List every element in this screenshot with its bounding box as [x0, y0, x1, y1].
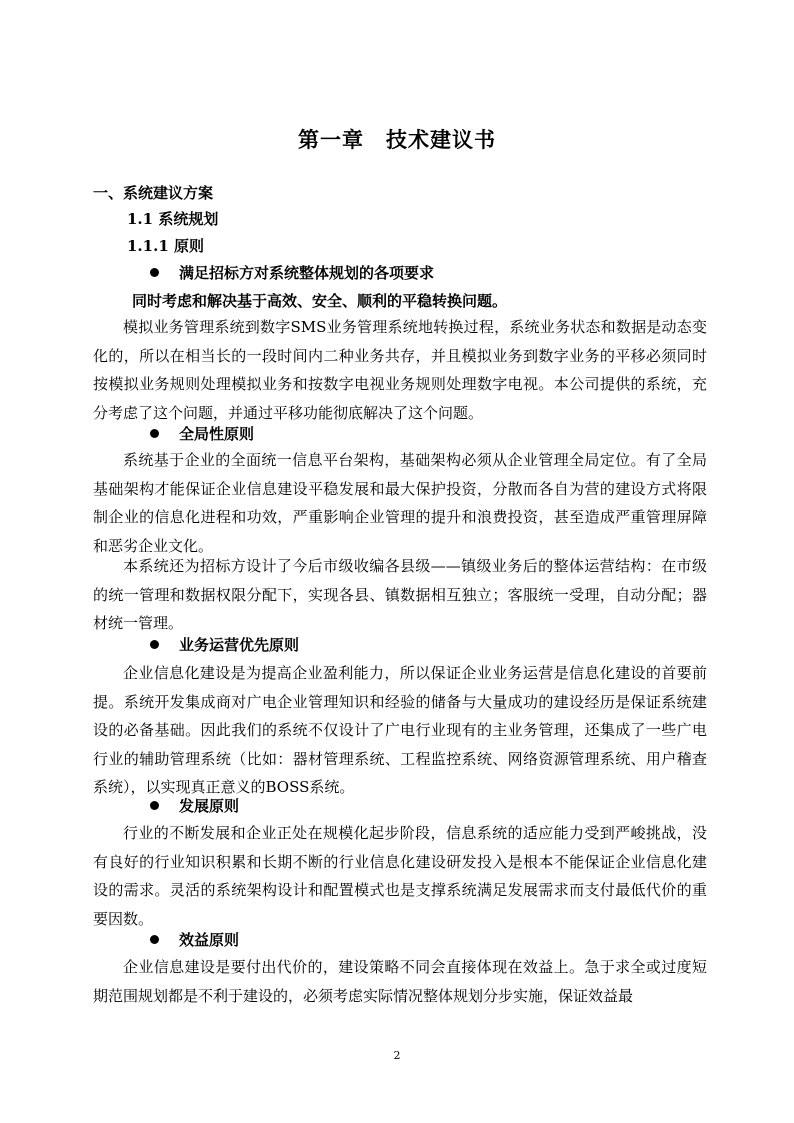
subsection-heading: 1.1 系统规划	[127, 210, 219, 228]
bullet-text: 效益原则	[179, 931, 240, 949]
bullet-dot-icon	[150, 429, 159, 438]
paragraph: 企业信息化建设是为提高企业盈利能力，所以保证企业业务运营是信息化建设的首要前提。系统开发集成商对广电企业管理知识和经验的储备与大量成功的建设经历是保证系统建设的必备基础。因此我们的系统不仅设计了广电行业现有的主业务管理，还集成了一些广电行业的辅助管理系统（比如：器材管理系统、工程监控系统、网络资源管理系统、用户稽查系统），以实现真正意义的BOSS系统。	[93, 664, 707, 796]
paragraph: 本系统还为招标方设计了今后市级收编各县级——镇级业务后的整体运营结构：在市级的统一管理和数据权限分配下，实现各县、镇数据相互独立；客服统一受理，自动分配；器材统一管理。	[93, 557, 707, 632]
bullet-item	[150, 262, 434, 283]
section-heading: 一、系统建议方案	[93, 184, 214, 202]
chapter-title: 第一章 技术建议书	[298, 127, 496, 152]
bullet-dot-icon	[150, 640, 159, 649]
paragraph: 企业信息建设是要付出代价的，建设策略不同会直接体现在效益上。急于求全或过度短期范围规划都是不利于建设的，必须考虑实际情况整体规划分步实施，保证效益最	[93, 958, 707, 1005]
subsubsection-heading: 1.1.1 原则	[127, 237, 204, 255]
bullet-dot-icon	[150, 935, 159, 944]
bullet-text: 满足招标方对系统整体规划的各项要求	[179, 264, 435, 282]
bullet-text: 全局性原则	[179, 425, 255, 443]
paragraph: 模拟业务管理系统到数字SMS业务管理系统地转换过程，系统业务状态和数据是动态变化的，所以在相当长的一段时间内二种业务共存，并且模拟业务到数字业务的平移必须同时按模拟业务规则处理模拟业务和按数字电视业务规则处理数字电视。本公司提供的系统，充分考虑了这个问题，并通过平移功能彻底解决了这个问题。	[93, 318, 707, 422]
bullet-text: 发展原则	[179, 797, 240, 815]
page-number: 2	[393, 1049, 401, 1062]
bullet-item	[150, 423, 254, 444]
paragraph: 行业的不断发展和企业正处在规模化起步阶段，信息系统的适应能力受到严峻挑战，没有良好的行业知识积累和长期不断的行业信息化建设研发投入是根本不能保证企业信息化建设的需求。灵活的系统架构设计和配置模式也是支撑系统满足发展需求而支付最低代价的重要因数。	[93, 824, 707, 928]
lead-paragraph: 同时考虑和解决基于高效、安全、顺利的平稳转换问题。	[132, 292, 508, 310]
bullet-dot-icon	[150, 801, 159, 810]
bullet-item	[150, 929, 239, 950]
bullet-dot-icon	[150, 268, 159, 277]
bullet-item	[150, 634, 299, 655]
bullet-item	[150, 795, 239, 816]
bullet-text: 业务运营优先原则	[179, 636, 300, 654]
paragraph: 系统基于企业的全面统一信息平台架构，基础架构必须从企业管理全局定位。有了全局基础架构才能保证企业信息建设平稳发展和最大保护投资，分散而各自为营的建设方式将限制企业的信息化进程和功效，严重影响企业管理的提升和浪费投资，甚至造成严重管理屏障和恶劣企业文化。	[93, 451, 707, 555]
